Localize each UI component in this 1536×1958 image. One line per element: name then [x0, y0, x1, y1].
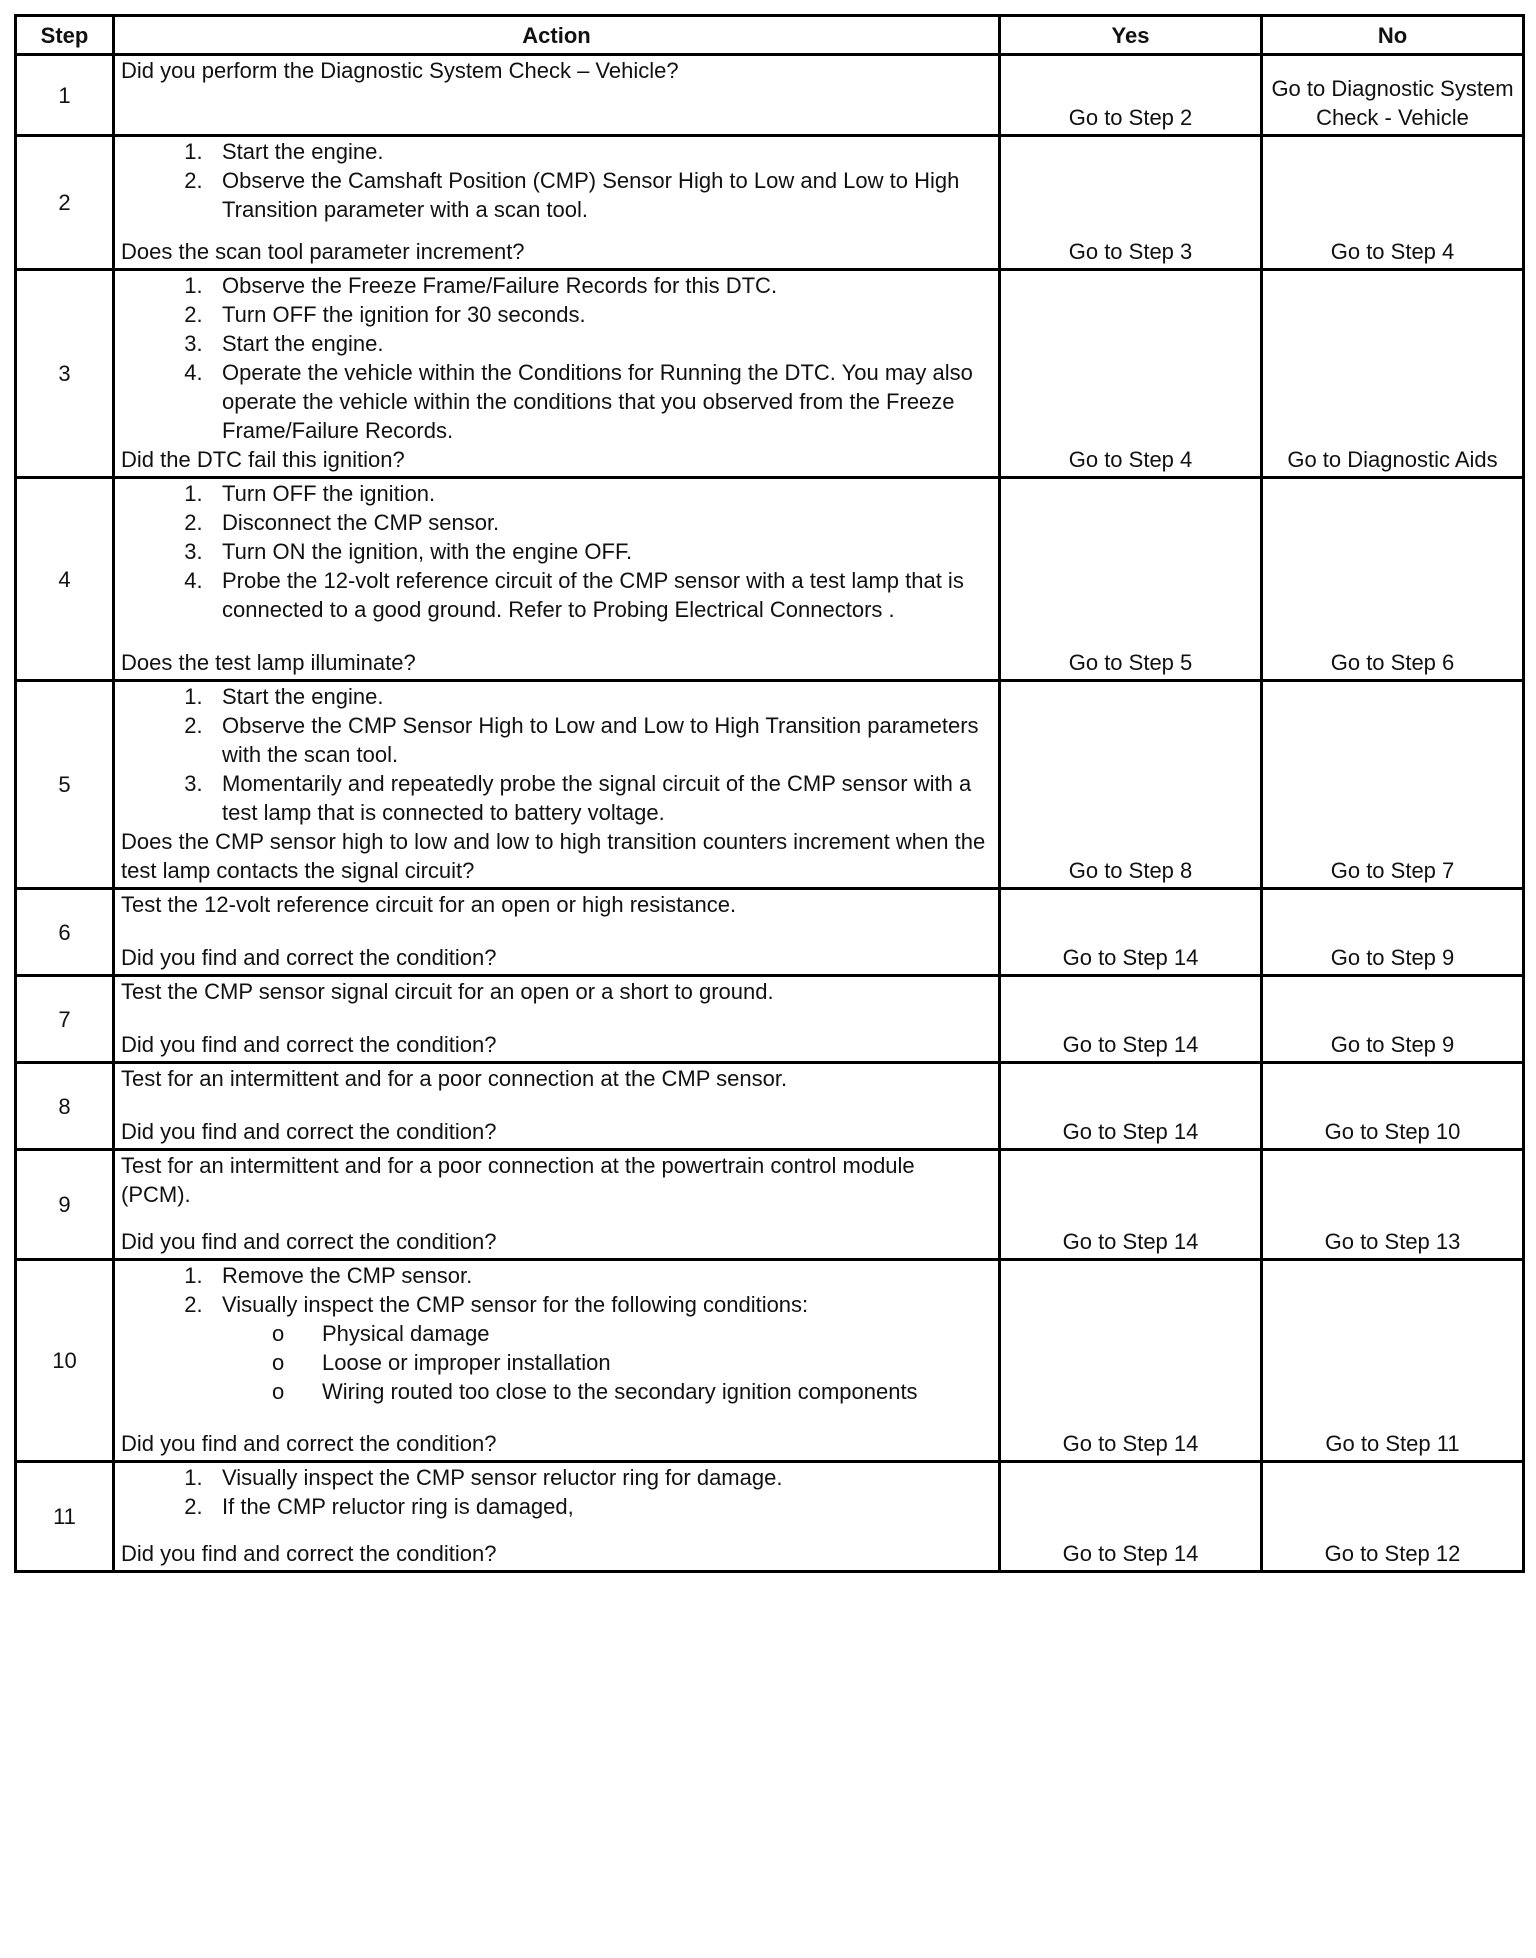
step-number: 10 [16, 1260, 114, 1462]
action-content [121, 271, 990, 474]
action-body [121, 1064, 990, 1117]
action-step-text: Operate the vehicle within the Conditions for Running the DTC. You may also operate the vehicle within the conditions that you observed from the Freeze Frame/Failure Records. [222, 360, 973, 443]
action-step [221, 137, 990, 166]
table-row [16, 1150, 1524, 1260]
table-row [16, 976, 1524, 1063]
header-row [16, 16, 1524, 55]
action-cell [114, 136, 1000, 270]
header-yes: Yes [1000, 16, 1262, 55]
action-body [121, 1151, 990, 1227]
action-question: Did you find and correct the condition? [121, 1541, 497, 1566]
header-action: Action [114, 16, 1000, 55]
action-content [121, 682, 990, 885]
no-result: Go to Diagnostic System Check - Vehicle [1262, 55, 1524, 136]
action-text: Did you perform the Diagnostic System Check – Vehicle? [121, 58, 679, 83]
action-cell [114, 55, 1000, 136]
action-step-text: Turn ON the ignition, with the engine OFF. [222, 539, 633, 564]
action-step-text: Remove the CMP sensor. [222, 1263, 473, 1288]
action-question: Does the scan tool parameter increment? [121, 239, 525, 264]
action-cell [114, 681, 1000, 889]
yes-result: Go to Step 14 [1000, 1462, 1262, 1572]
action-step [221, 682, 990, 711]
action-step [221, 271, 990, 300]
yes-result: Go to Step 8 [1000, 681, 1262, 889]
no-result: Go to Step 10 [1262, 1063, 1524, 1150]
action-body [121, 1463, 990, 1539]
action-step [221, 1261, 990, 1290]
step-number: 9 [16, 1150, 114, 1260]
condition-list [222, 1319, 990, 1406]
table-row [16, 270, 1524, 478]
step-number: 3 [16, 270, 114, 478]
action-content [121, 56, 990, 132]
step-number: 2 [16, 136, 114, 270]
action-step-text: Turn OFF the ignition for 30 seconds. [222, 302, 586, 327]
header-no: No [1262, 16, 1524, 55]
no-result: Go to Step 9 [1262, 889, 1524, 976]
action-cell [114, 1462, 1000, 1572]
table-body [16, 55, 1524, 1572]
table-row [16, 1063, 1524, 1150]
action-text: Test the 12-volt reference circuit for an open or high resistance. [121, 892, 737, 917]
yes-result: Go to Step 2 [1000, 55, 1262, 136]
action-step-text: If the CMP reluctor ring is damaged, [222, 1494, 574, 1519]
action-step-text: Momentarily and repeatedly probe the signal circuit of the CMP sensor with a test lamp that is connected to battery voltage. [222, 771, 972, 825]
action-step-list [121, 682, 990, 827]
action-cell [114, 478, 1000, 681]
no-result: Go to Step 13 [1262, 1150, 1524, 1260]
step-number: 7 [16, 976, 114, 1063]
action-text: Test the CMP sensor signal circuit for an open or a short to ground. [121, 979, 774, 1004]
action-text: Test for an intermittent and for a poor connection at the CMP sensor. [121, 1066, 788, 1091]
diagnostic-table [14, 14, 1525, 1573]
action-body [121, 271, 990, 445]
action-question: Did you find and correct the condition? [121, 1119, 497, 1144]
action-question: Does the test lamp illuminate? [121, 650, 416, 675]
yes-result: Go to Step 14 [1000, 889, 1262, 976]
no-result: Go to Step 4 [1262, 136, 1524, 270]
action-step [221, 300, 990, 329]
action-step-list [121, 137, 990, 224]
step-number: 11 [16, 1462, 114, 1572]
action-step-text: Start the engine. [222, 684, 384, 709]
action-content [121, 1463, 990, 1568]
action-question: Did you find and correct the condition? [121, 945, 497, 970]
action-question: Did the DTC fail this ignition? [121, 447, 405, 472]
table-row [16, 55, 1524, 136]
action-step-text: Disconnect the CMP sensor. [222, 510, 500, 535]
no-result: Go to Step 7 [1262, 681, 1524, 889]
action-step-text: Visually inspect the CMP sensor reluctor ring for damage. [222, 1465, 783, 1490]
action-body [121, 977, 990, 1030]
action-step-text: Start the engine. [222, 139, 384, 164]
action-step [221, 508, 990, 537]
action-content [121, 1064, 990, 1146]
action-question: Did you find and correct the condition? [121, 1032, 497, 1057]
condition-item: o Wiring routed too close to the secondary ignition components [322, 1377, 990, 1406]
action-cell [114, 1260, 1000, 1462]
action-step-text: Turn OFF the ignition. [222, 481, 436, 506]
action-cell [114, 1063, 1000, 1150]
action-step [221, 537, 990, 566]
no-result: Go to Step 12 [1262, 1462, 1524, 1572]
action-step [221, 566, 990, 624]
action-content [121, 137, 990, 266]
condition-item: o Loose or improper installation [322, 1348, 990, 1377]
action-step [221, 479, 990, 508]
header-step: Step [16, 16, 114, 55]
yes-result: Go to Step 14 [1000, 1150, 1262, 1260]
action-step-list [121, 1463, 990, 1521]
yes-result: Go to Step 14 [1000, 1063, 1262, 1150]
action-cell [114, 889, 1000, 976]
step-number: 8 [16, 1063, 114, 1150]
step-number: 1 [16, 55, 114, 136]
action-step-list [121, 1261, 990, 1406]
action-body [121, 479, 990, 648]
action-content [121, 890, 990, 972]
no-result: Go to Step 9 [1262, 976, 1524, 1063]
action-body [121, 890, 990, 943]
action-question: Does the CMP sensor high to low and low to high transition counters increment when the test lamp contacts the signal circuit? [121, 829, 986, 883]
action-question: Did you find and correct the condition? [121, 1431, 497, 1456]
action-step [221, 1290, 990, 1406]
action-body [121, 1261, 990, 1429]
yes-result: Go to Step 14 [1000, 976, 1262, 1063]
yes-result: Go to Step 5 [1000, 478, 1262, 681]
action-content [121, 1261, 990, 1458]
table-row [16, 681, 1524, 889]
action-step [221, 1463, 990, 1492]
yes-result: Go to Step 4 [1000, 270, 1262, 478]
action-content [121, 1151, 990, 1256]
yes-result: Go to Step 14 [1000, 1260, 1262, 1462]
action-step-text: Probe the 12-volt reference circuit of the CMP sensor with a test lamp that is connected to a good ground. Refer to Probing Electrical Connectors . [222, 568, 964, 622]
action-content [121, 977, 990, 1059]
table-row [16, 1260, 1524, 1462]
action-step-list [121, 479, 990, 624]
condition-item: o Physical damage [322, 1319, 990, 1348]
action-step [221, 329, 990, 358]
action-text: Test for an intermittent and for a poor connection at the powertrain control module (PCM). [121, 1153, 915, 1207]
step-number: 4 [16, 478, 114, 681]
action-step-text: Observe the Camshaft Position (CMP) Sensor High to Low and Low to High Transition parameter with a scan tool. [222, 168, 960, 222]
table-row [16, 136, 1524, 270]
action-step [221, 711, 990, 769]
no-result: Go to Step 11 [1262, 1260, 1524, 1462]
action-step-text: Observe the CMP Sensor High to Low and Low to High Transition parameters with the scan tool. [222, 713, 979, 767]
step-number: 5 [16, 681, 114, 889]
action-cell [114, 270, 1000, 478]
action-cell [114, 976, 1000, 1063]
action-question: Did you find and correct the condition? [121, 1229, 497, 1254]
action-content [121, 479, 990, 677]
action-cell [114, 1150, 1000, 1260]
table-row [16, 889, 1524, 976]
step-number: 6 [16, 889, 114, 976]
action-step-text: Start the engine. [222, 331, 384, 356]
no-result: Go to Diagnostic Aids [1262, 270, 1524, 478]
action-body [121, 682, 990, 827]
action-step [221, 769, 990, 827]
table-row [16, 478, 1524, 681]
table-row [16, 1462, 1524, 1572]
action-step [221, 166, 990, 224]
action-step [221, 358, 990, 445]
no-result: Go to Step 6 [1262, 478, 1524, 681]
table-header [16, 16, 1524, 55]
action-body [121, 137, 990, 237]
action-step-text: Observe the Freeze Frame/Failure Records for this DTC. [222, 273, 778, 298]
yes-result: Go to Step 3 [1000, 136, 1262, 270]
action-body [121, 56, 990, 132]
action-step-text: Visually inspect the CMP sensor for the following conditions: [222, 1292, 809, 1317]
action-step-list [121, 271, 990, 445]
action-step [221, 1492, 990, 1521]
